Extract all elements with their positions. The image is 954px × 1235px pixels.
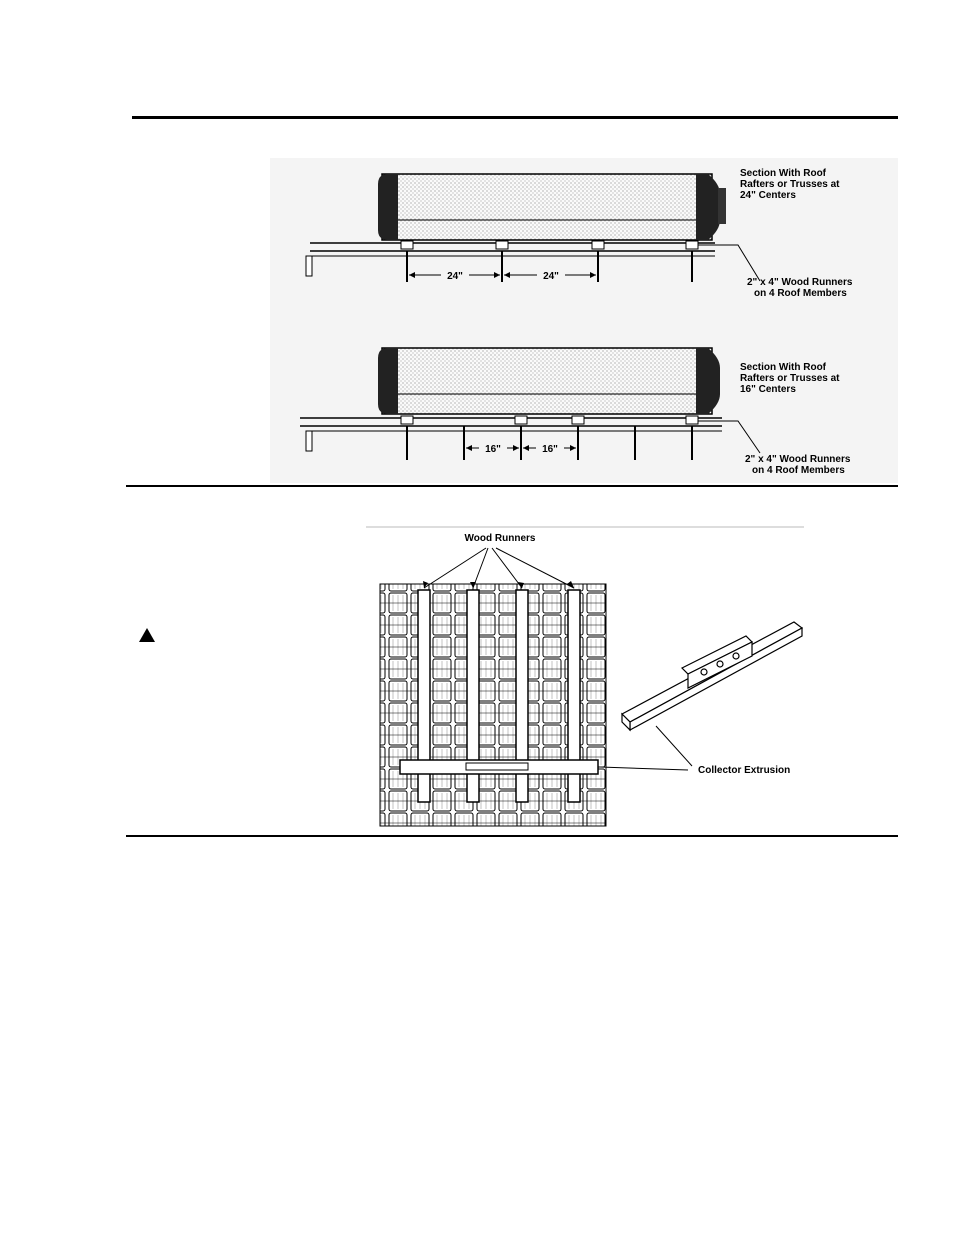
dimension-16-first: 16" (485, 444, 501, 455)
label-figure_top-section_a-runner_label_lines-1: on 4 Roof Members (754, 288, 847, 299)
roof-section-diagram (270, 158, 898, 483)
section-24in-runner-label (747, 277, 853, 299)
label-figure_top-section_b-runner_label_lines-0: 2" x 4" Wood Runners (745, 454, 851, 465)
bottom-rule (126, 835, 898, 837)
collector-bar (400, 760, 598, 774)
label-figure_top-section_b-title_lines-1: Rafters or Trusses at (740, 373, 840, 384)
warning-triangle-icon (138, 627, 156, 643)
collector-extrusion-leaders (600, 726, 692, 770)
wood-runners-label: Wood Runners (464, 533, 536, 544)
label-figure_top-section_b-title_lines-2: 16" Centers (740, 384, 796, 395)
wood-runners-leaders (424, 548, 574, 588)
wood-runners-diagram (366, 526, 804, 828)
label-figure_top-section_a-title_lines-0: Section With Roof (740, 168, 827, 179)
section-16in-runner-label (745, 454, 851, 476)
label-figure_top-section_b-runner_label_lines-1: on 4 Roof Members (752, 465, 845, 476)
label-figure_top-section_b-title_lines-0: Section With Roof (740, 362, 827, 373)
dimension-24-first: 24" (447, 271, 463, 282)
section-24in-collector (378, 174, 726, 240)
top-rule (132, 116, 898, 119)
dimension-16-second: 16" (542, 444, 558, 455)
collector-extrusion-detail (622, 622, 802, 730)
section-16in-collector (378, 348, 720, 414)
label-figure_top-section_a-runner_label_lines-0: 2" x 4" Wood Runners (747, 277, 853, 288)
label-figure_top-section_a-title_lines-2: 24" Centers (740, 190, 796, 201)
dimension-24-second: 24" (543, 271, 559, 282)
label-figure_top-section_a-title_lines-1: Rafters or Trusses at (740, 179, 840, 190)
collector-extrusion-label: Collector Extrusion (698, 765, 791, 776)
middle-rule (126, 485, 898, 487)
